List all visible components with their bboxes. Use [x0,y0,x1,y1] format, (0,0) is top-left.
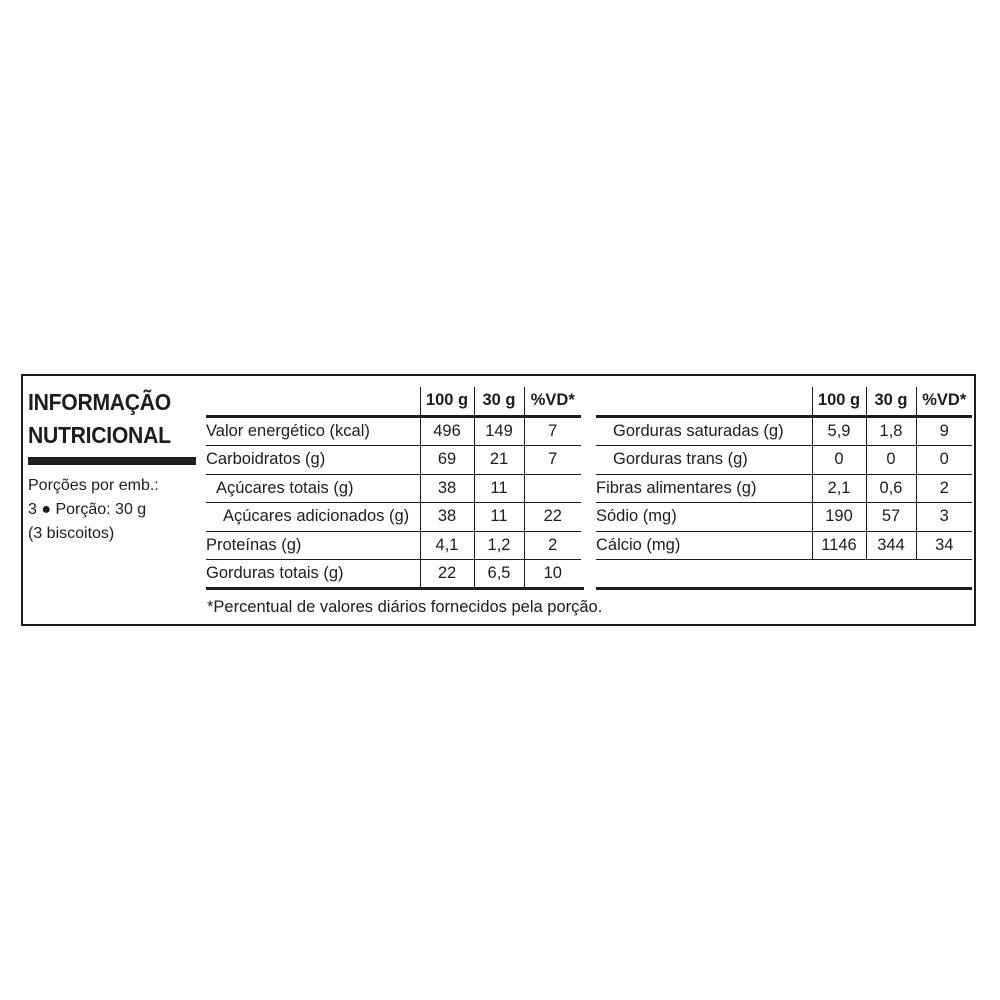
nutrient-label: Gorduras trans (g) [596,446,812,475]
title-rule [28,457,196,465]
nutrient-label: Gorduras totais (g) [206,560,420,588]
col-header-30g: 30 g [866,387,916,416]
value-30g: 11 [474,474,524,503]
portion-line-2: 3 ● Porção: 30 g [28,501,147,518]
table-row [596,531,972,560]
table-row [206,503,581,532]
table-row-empty [596,560,972,588]
value-100g: 2,1 [812,474,866,503]
value-100g: 1146 [812,531,866,560]
nutrient-label: Valor energético (kcal) [206,416,420,446]
table-row [206,560,581,588]
value-30g: 149 [474,416,524,446]
value-30g: 1,8 [866,416,916,446]
value-100g: 22 [420,560,474,588]
value-vd: 22 [524,503,581,532]
value-100g: 496 [420,416,474,446]
table-row [206,446,581,475]
value-vd: 10 [524,560,581,588]
footnote: *Percentual de valores diários fornecidos pela porção. [207,598,603,616]
value-vd: 7 [524,446,581,475]
nutrient-label: Gorduras saturadas (g) [596,416,812,446]
value-vd: 7 [524,416,581,446]
value-30g: 57 [866,503,916,532]
value-30g: 21 [474,446,524,475]
col-header-100g: 100 g [420,387,474,416]
nutrient-label: Cálcio (mg) [596,531,812,560]
portion-line-3: (3 biscoitos) [28,525,115,542]
table-row [596,416,972,446]
nutrient-label: Açúcares totais (g) [206,474,420,503]
value-vd: 3 [916,503,972,532]
value-vd: 2 [524,531,581,560]
value-100g: 5,9 [812,416,866,446]
value-100g: 4,1 [420,531,474,560]
nutrient-label: Açúcares adicionados (g) [206,503,420,532]
table-row [596,446,972,475]
header-row [596,387,972,416]
col-header-100g: 100 g [812,387,866,416]
value-100g: 190 [812,503,866,532]
table-row [206,531,581,560]
col-header-vd: %VD* [524,387,581,416]
value-100g: 38 [420,503,474,532]
value-30g: 0 [866,446,916,475]
table-row [206,416,581,446]
nutrient-label: Carboidratos (g) [206,446,420,475]
value-30g: 344 [866,531,916,560]
col-header-vd: %VD* [916,387,972,416]
value-100g: 69 [420,446,474,475]
portion-info [28,474,203,546]
nutrient-label: Fibras alimentares (g) [596,474,812,503]
value-vd: 2 [916,474,972,503]
table-row [596,503,972,532]
value-100g: 0 [812,446,866,475]
value-vd: 0 [916,446,972,475]
table-left-bottom-rule [206,587,584,590]
nutrient-table-right [596,387,972,588]
value-100g: 38 [420,474,474,503]
value-30g: 0,6 [866,474,916,503]
nutrient-label: Sódio (mg) [596,503,812,532]
header-row [206,387,581,416]
title-line-1: INFORMAÇÃO [28,389,172,415]
nutrient-label: Proteínas (g) [206,531,420,560]
value-vd: 9 [916,416,972,446]
value-vd: 34 [916,531,972,560]
value-30g: 1,2 [474,531,524,560]
table-row [596,474,972,503]
value-30g: 11 [474,503,524,532]
value-vd [524,474,581,503]
col-header-30g: 30 g [474,387,524,416]
label-title [28,386,184,452]
title-line-2: NUTRICIONAL [28,422,171,448]
nutrient-table-left [206,387,581,588]
table-row [206,474,581,503]
table-right-bottom-rule [596,587,972,590]
value-30g: 6,5 [474,560,524,588]
portion-line-1: Porções por emb.: [28,477,159,494]
